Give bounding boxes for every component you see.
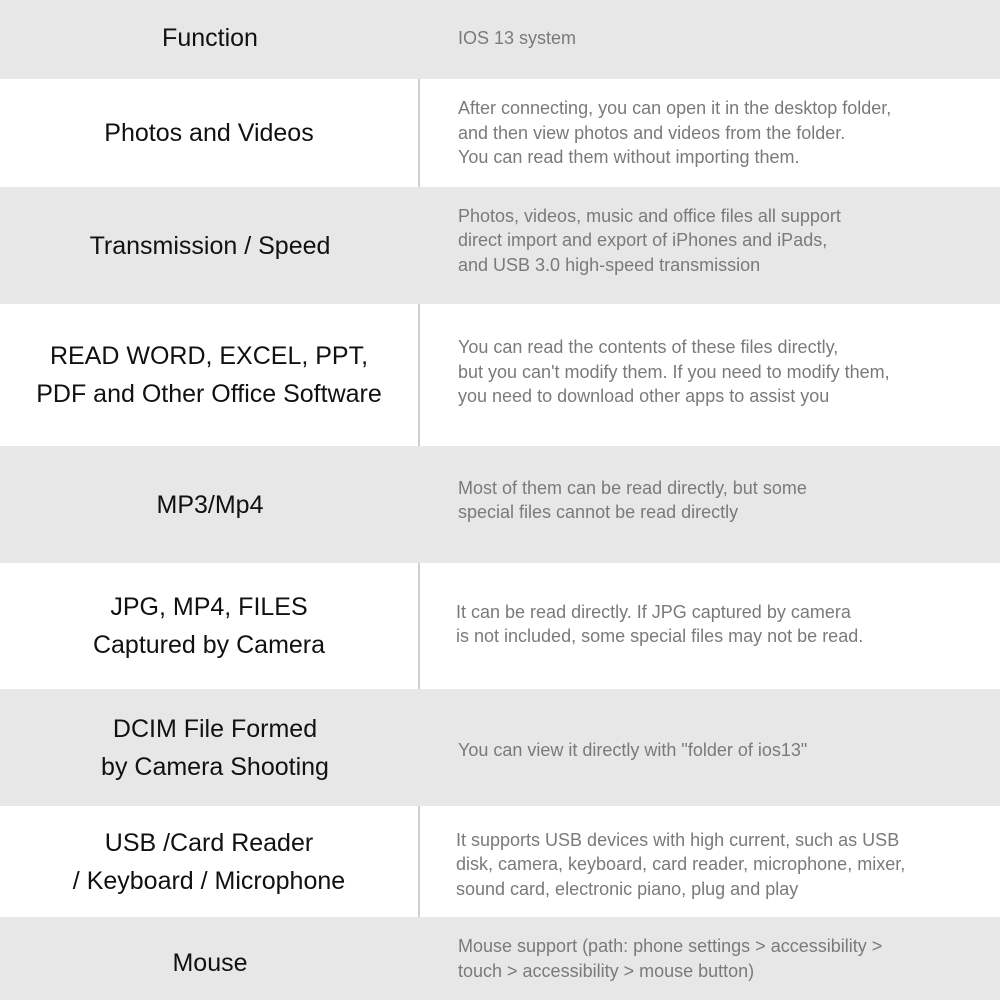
feature-description-cell: [420, 79, 1000, 187]
description-line: you need to download other apps to assist you: [458, 386, 830, 407]
table-row: [0, 917, 1000, 1000]
feature-description-cell: [420, 446, 1000, 563]
feature-name-cell: [0, 304, 420, 446]
feature-name-cell: [0, 446, 420, 563]
feature-description-cell: [420, 563, 1000, 689]
description-line: is not included, some special files may not be read.: [456, 626, 864, 646]
feature-name-cell: [0, 187, 420, 304]
feature-name: READ WORD, EXCEL, PPT,: [49, 342, 369, 370]
description-line: touch > accessibility > mouse button): [458, 960, 755, 981]
table-row: [0, 563, 1000, 689]
description-line: sound card, electronic piano, plug and play: [456, 878, 799, 899]
description-line: It can be read directly. If JPG captured by camera: [456, 601, 851, 622]
feature-name-cell: [0, 0, 420, 79]
table-row: [0, 0, 1000, 79]
feature-name: PDF and Other Office Software: [36, 380, 382, 408]
description-line: After connecting, you can open it in the desktop folder,: [458, 98, 892, 119]
feature-name: by Camera Shooting: [101, 752, 329, 781]
feature-name-cell: [0, 79, 420, 187]
table-row: [0, 806, 1000, 917]
description-line: and then view photos and videos from the folder.: [458, 122, 846, 143]
feature-name-cell: [0, 806, 420, 917]
table-row: [0, 79, 1000, 187]
feature-name: Captured by Camera: [92, 631, 326, 659]
description-line: Photos, videos, music and office files all support: [458, 205, 841, 226]
description-line: Mouse support (path: phone settings > accessibility >: [458, 936, 883, 956]
feature-description-cell: [420, 187, 1000, 304]
feature-description-cell: [420, 806, 1000, 917]
table-row: [0, 689, 1000, 806]
description-line: You can read the contents of these files directly,: [458, 337, 839, 358]
description-line: IOS 13 system: [458, 28, 577, 49]
description-line: and USB 3.0 high-speed transmission: [458, 254, 761, 275]
feature-description-cell: [420, 917, 1000, 1000]
description-line: special files cannot be read directly: [458, 502, 739, 522]
feature-name: MP3/Mp4: [156, 490, 264, 519]
feature-name-cell: [0, 917, 420, 1000]
feature-name: USB /Card Reader: [104, 828, 314, 857]
description-line: disk, camera, keyboard, card reader, microphone, mixer,: [456, 854, 906, 875]
description-line: You can read them without importing them.: [458, 147, 800, 168]
feature-name-cell: [0, 563, 420, 689]
feature-description-cell: [420, 689, 1000, 806]
table-row: [0, 187, 1000, 304]
feature-name: DCIM File Formed: [112, 714, 318, 743]
table-row: [0, 304, 1000, 446]
feature-name: Photos and Videos: [104, 119, 314, 147]
feature-name: Function: [162, 23, 258, 52]
description-line: direct import and export of iPhones and iPads,: [458, 230, 828, 251]
feature-name-cell: [0, 689, 420, 806]
feature-name: JPG, MP4, FILES: [110, 593, 308, 621]
table-row: [0, 446, 1000, 563]
feature-name: Transmission / Speed: [89, 231, 331, 260]
description-line: You can view it directly with "folder of ios13": [458, 740, 808, 761]
feature-name: / Keyboard / Microphone: [72, 866, 346, 895]
feature-description-cell: [420, 0, 1000, 79]
feature-description-cell: [420, 304, 1000, 446]
description-line: It supports USB devices with high current, such as USB: [456, 829, 900, 850]
feature-name: Mouse: [172, 948, 248, 977]
description-line: but you can't modify them. If you need to modify them,: [458, 361, 890, 382]
description-line: Most of them can be read directly, but some: [458, 477, 807, 498]
